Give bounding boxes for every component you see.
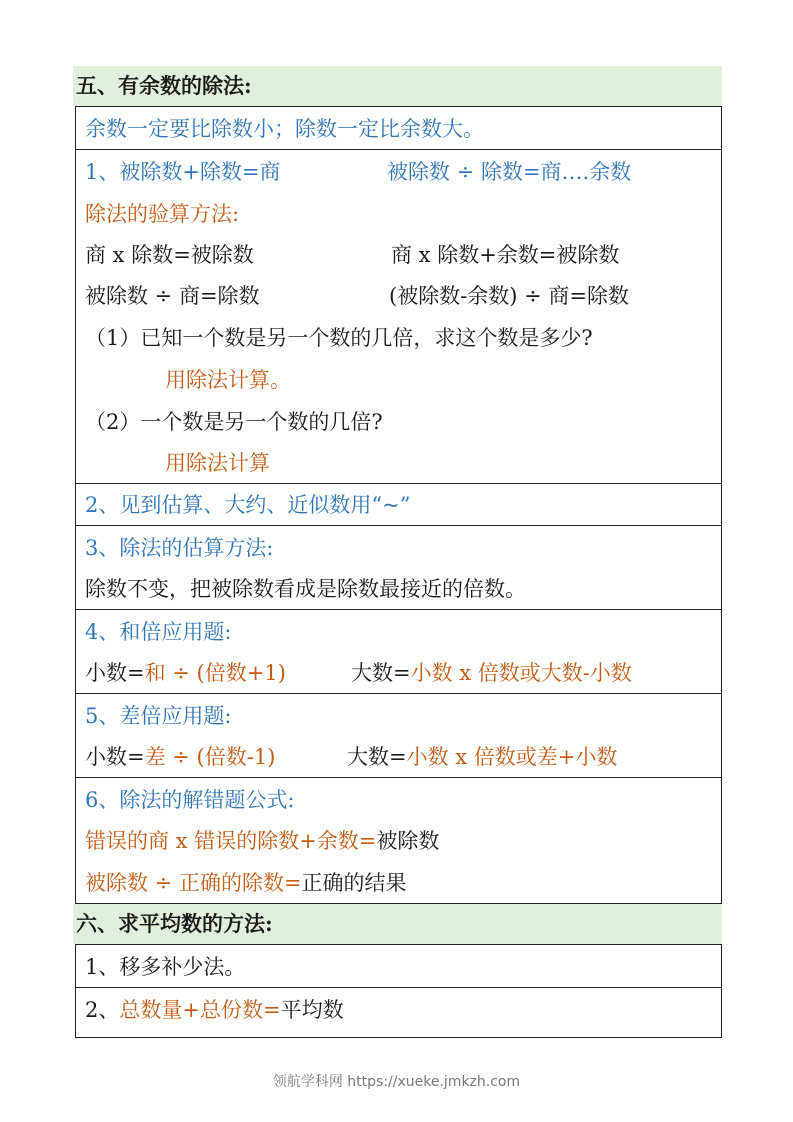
check-formula-2-right: (被除数-余数) ÷ 商=除数 — [389, 284, 630, 308]
item2-row — [75, 483, 722, 526]
section6-title: 六、求平均数的方法: — [73, 904, 722, 944]
item2-text: 2、见到估算、大约、近似数用“~” — [85, 493, 411, 517]
item4-big-value: 小数 x 倍数或大数-小数 — [410, 661, 632, 685]
item4-big-formula — [351, 660, 632, 686]
avg-item2-row — [75, 987, 722, 1038]
item3-row — [75, 525, 722, 610]
item6-title: 6、除法的解错题公式: — [85, 788, 295, 812]
check-formula-1-left: 商 x 除数=被除数 — [85, 243, 254, 267]
item4-row — [75, 609, 722, 694]
avg-method-2-rest: 平均数 — [280, 998, 344, 1022]
item3-body: 除数不变，把被除数看成是除数最接近的倍数。 — [85, 577, 526, 601]
check-formula-1-right: 商 x 除数+余数=被除数 — [391, 243, 620, 267]
item5-small-formula — [85, 744, 275, 770]
item6-formula-2 — [85, 870, 407, 896]
rule-row — [75, 106, 722, 150]
item5-title: 5、差倍应用题: — [85, 704, 232, 728]
item4-small-formula — [85, 660, 286, 686]
item6-formula-1-colored: 错误的商 x 错误的除数+余数= — [85, 829, 377, 853]
footer-watermark: 领航学科网 https://xueke.jmkzh.com — [272, 1074, 521, 1090]
item4-big-label: 大数= — [351, 661, 411, 685]
item4-small-label: 小数= — [85, 661, 145, 685]
item6-formula-2-colored: 被除数 ÷ 正确的除数= — [85, 871, 302, 895]
avg-method-2-prefix: 2、 — [85, 998, 120, 1022]
avg-item1-row — [75, 944, 722, 988]
check-formula-2-left: 被除数 ÷ 商=除数 — [85, 284, 260, 308]
avg-method-2 — [85, 997, 344, 1023]
answer-2: 用除法计算 — [165, 451, 270, 475]
remainder-rule: 余数一定要比除数小；除数一定比余数大。 — [85, 117, 484, 141]
check-method-title: 除法的验算方法: — [85, 202, 240, 226]
item6-formula-1-rest: 被除数 — [376, 829, 440, 853]
item5-big-value: 小数 x 倍数或差+小数 — [406, 745, 618, 769]
item6-row — [75, 777, 722, 904]
item5-big-label: 大数= — [347, 745, 407, 769]
item5-row — [75, 693, 722, 778]
section5-title: 五、有余数的除法: — [73, 66, 722, 106]
item6-formula-1 — [85, 828, 439, 854]
item6-formula-2-rest: 正确的结果 — [301, 871, 407, 895]
question-2: （2）一个数是另一个数的几倍? — [85, 410, 383, 434]
item4-title: 4、和倍应用题: — [85, 620, 232, 644]
question-1: （1）已知一个数是另一个数的几倍，求这个数是多少? — [85, 326, 593, 350]
item1-row — [75, 149, 722, 484]
item5-small-value: 差 ÷ (倍数-1) — [144, 745, 276, 769]
item3-title: 3、除法的估算方法: — [85, 536, 274, 560]
item5-small-label: 小数= — [85, 745, 145, 769]
item4-small-value: 和 ÷ (倍数+1) — [144, 661, 286, 685]
answer-1: 用除法计算。 — [165, 368, 291, 392]
item1-left: 1、被除数+除数=商 — [85, 160, 281, 184]
item1-right: 被除数 ÷ 除数=商….余数 — [387, 160, 632, 184]
item5-big-formula — [347, 744, 617, 770]
avg-method-1: 1、移多补少法。 — [85, 955, 246, 979]
avg-method-2-colored: 总数量+总份数= — [119, 998, 281, 1022]
